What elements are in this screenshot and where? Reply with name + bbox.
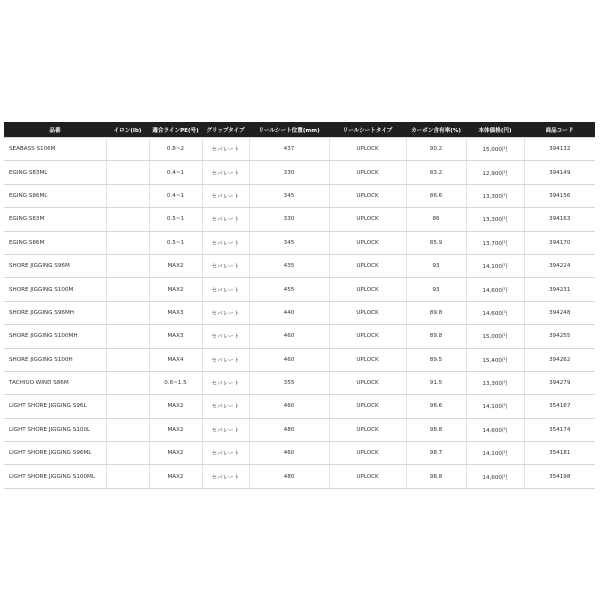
header-product-code: 商品コード	[524, 122, 595, 138]
cell-nylon-lb	[106, 278, 149, 301]
cell-pe-line: 0.8~2	[149, 138, 202, 161]
cell-product-code: 394255	[524, 325, 595, 348]
cell-product-number: EGING S83M	[4, 208, 106, 231]
cell-pe-line: MAX2	[149, 395, 202, 418]
table-row	[4, 278, 595, 301]
cell-reel-seat-position: 480	[249, 418, 329, 441]
cell-reel-seat-type: UPLOCK	[329, 231, 406, 254]
cell-product-code: 394231	[524, 278, 595, 301]
cell-grip-type: セパレート	[202, 231, 249, 254]
cell-reel-seat-type: UPLOCK	[329, 138, 406, 161]
cell-pe-line: MAX2	[149, 465, 202, 488]
table-row	[4, 325, 595, 348]
cell-product-number: EGING S83ML	[4, 161, 106, 184]
cell-price: 15,000円	[466, 325, 524, 348]
cell-reel-seat-position: 480	[249, 465, 329, 488]
cell-nylon-lb	[106, 325, 149, 348]
cell-grip-type: セパレート	[202, 418, 249, 441]
cell-nylon-lb	[106, 465, 149, 488]
cell-reel-seat-type: UPLOCK	[329, 161, 406, 184]
cell-reel-seat-position: 355	[249, 371, 329, 394]
cell-carbon-content: 98.8	[406, 465, 466, 488]
cell-grip-type: セパレート	[202, 371, 249, 394]
cell-reel-seat-type: UPLOCK	[329, 371, 406, 394]
cell-pe-line: MAX2	[149, 418, 202, 441]
cell-nylon-lb	[106, 254, 149, 277]
cell-pe-line: MAX2	[149, 254, 202, 277]
cell-nylon-lb	[106, 208, 149, 231]
cell-carbon-content: 83.2	[406, 161, 466, 184]
cell-product-number: SEABASS S106M	[4, 138, 106, 161]
cell-price: 14,600円	[466, 418, 524, 441]
cell-grip-type: セパレート	[202, 254, 249, 277]
cell-product-number: SHORE JIGGING S100M	[4, 278, 106, 301]
cell-grip-type: セパレート	[202, 442, 249, 465]
cell-carbon-content: 98.6	[406, 395, 466, 418]
cell-price: 13,300円	[466, 184, 524, 207]
cell-product-number: SHORE JIGGING S96M	[4, 254, 106, 277]
cell-nylon-lb	[106, 184, 149, 207]
product-spec-table	[4, 122, 595, 489]
cell-product-number: SHORE JIGGING S100H	[4, 348, 106, 371]
cell-reel-seat-position: 460	[249, 395, 329, 418]
cell-reel-seat-position: 437	[249, 138, 329, 161]
table-header-row	[4, 122, 595, 138]
header-product-number: 品番	[4, 122, 106, 138]
cell-reel-seat-type: UPLOCK	[329, 208, 406, 231]
cell-grip-type: セパレート	[202, 395, 249, 418]
table-body	[4, 138, 595, 489]
table-row	[4, 371, 595, 394]
cell-pe-line: MAX2	[149, 278, 202, 301]
header-reel-seat-type: リールシートタイプ	[329, 122, 406, 138]
cell-pe-line: 0.4~1	[149, 161, 202, 184]
table-row	[4, 442, 595, 465]
cell-price: 14,600円	[466, 278, 524, 301]
cell-carbon-content: 98.7	[406, 442, 466, 465]
cell-reel-seat-position: 460	[249, 442, 329, 465]
cell-product-number: SHORE JIGGING S96MH	[4, 301, 106, 324]
cell-grip-type: セパレート	[202, 208, 249, 231]
cell-reel-seat-type: UPLOCK	[329, 325, 406, 348]
cell-price: 13,300円	[466, 208, 524, 231]
cell-reel-seat-position: 440	[249, 301, 329, 324]
cell-price: 14,100円	[466, 395, 524, 418]
table-row	[4, 184, 595, 207]
cell-grip-type: セパレート	[202, 278, 249, 301]
header-pe-line: 適合ラインPE(号)	[149, 122, 202, 138]
cell-product-number: TACHIUO WIND S86M	[4, 371, 106, 394]
cell-product-code: 394248	[524, 301, 595, 324]
cell-carbon-content: 89.8	[406, 301, 466, 324]
cell-price: 13,700円	[466, 231, 524, 254]
cell-price: 14,600円	[466, 301, 524, 324]
cell-nylon-lb	[106, 231, 149, 254]
cell-reel-seat-type: UPLOCK	[329, 348, 406, 371]
cell-carbon-content: 85.9	[406, 231, 466, 254]
cell-pe-line: MAX3	[149, 301, 202, 324]
cell-carbon-content: 86.6	[406, 184, 466, 207]
cell-nylon-lb	[106, 161, 149, 184]
cell-reel-seat-type: UPLOCK	[329, 465, 406, 488]
cell-pe-line: MAX4	[149, 348, 202, 371]
header-grip-type: グリップタイプ	[202, 122, 249, 138]
cell-nylon-lb	[106, 138, 149, 161]
cell-product-number: EGING S86M	[4, 231, 106, 254]
cell-carbon-content: 89.8	[406, 325, 466, 348]
cell-price: 15,400円	[466, 348, 524, 371]
cell-product-number: SHORE JIGGING S100MH	[4, 325, 106, 348]
cell-carbon-content: 98.8	[406, 418, 466, 441]
table-row	[4, 208, 595, 231]
cell-product-code: 394279	[524, 371, 595, 394]
cell-product-code: 394163	[524, 208, 595, 231]
cell-pe-line: MAX3	[149, 325, 202, 348]
cell-price: 13,300円	[466, 371, 524, 394]
cell-reel-seat-type: UPLOCK	[329, 301, 406, 324]
cell-nylon-lb	[106, 371, 149, 394]
cell-reel-seat-type: UPLOCK	[329, 395, 406, 418]
cell-nylon-lb	[106, 395, 149, 418]
header-carbon-content: カーボン含有率(%)	[406, 122, 466, 138]
cell-reel-seat-position: 330	[249, 161, 329, 184]
cell-price: 12,900円	[466, 161, 524, 184]
cell-grip-type: セパレート	[202, 465, 249, 488]
cell-reel-seat-type: UPLOCK	[329, 278, 406, 301]
cell-product-code: 394170	[524, 231, 595, 254]
table-row	[4, 395, 595, 418]
cell-reel-seat-type: UPLOCK	[329, 184, 406, 207]
header-reel-seat-position: リールシート位置(mm)	[249, 122, 329, 138]
header-price: 本体価格(円)	[466, 122, 524, 138]
cell-grip-type: セパレート	[202, 184, 249, 207]
cell-grip-type: セパレート	[202, 325, 249, 348]
cell-reel-seat-position: 460	[249, 348, 329, 371]
cell-pe-line: MAX2	[149, 442, 202, 465]
cell-product-number: EGING S86ML	[4, 184, 106, 207]
cell-pe-line: 0.5~1	[149, 208, 202, 231]
cell-product-code: 354198	[524, 465, 595, 488]
cell-product-number: LIGHT SHORE JIGGING S96ML	[4, 442, 106, 465]
cell-grip-type: セパレート	[202, 161, 249, 184]
table-row	[4, 254, 595, 277]
cell-carbon-content: 89.5	[406, 348, 466, 371]
cell-carbon-content: 86	[406, 208, 466, 231]
cell-reel-seat-type: UPLOCK	[329, 254, 406, 277]
cell-product-code: 394156	[524, 184, 595, 207]
header-nylon-lb: イロン(lb)	[106, 122, 149, 138]
cell-product-code: 394262	[524, 348, 595, 371]
cell-reel-seat-type: UPLOCK	[329, 442, 406, 465]
cell-pe-line: 0.4~1	[149, 184, 202, 207]
cell-nylon-lb	[106, 348, 149, 371]
cell-price: 14,600円	[466, 465, 524, 488]
cell-nylon-lb	[106, 442, 149, 465]
cell-product-code: 354181	[524, 442, 595, 465]
cell-product-number: LIGHT SHORE JIGGING S96L	[4, 395, 106, 418]
cell-product-code: 354167	[524, 395, 595, 418]
cell-reel-seat-type: UPLOCK	[329, 418, 406, 441]
cell-price: 14,100円	[466, 254, 524, 277]
table-row	[4, 465, 595, 488]
cell-price: 15,000円	[466, 138, 524, 161]
cell-carbon-content: 91.5	[406, 371, 466, 394]
cell-grip-type: セパレート	[202, 348, 249, 371]
cell-product-code: 394149	[524, 161, 595, 184]
cell-pe-line: 0.6~1.5	[149, 371, 202, 394]
cell-grip-type: セパレート	[202, 301, 249, 324]
cell-product-number: LIGHT SHORE JIGGING S100ML	[4, 465, 106, 488]
cell-grip-type: セパレート	[202, 138, 249, 161]
table-row	[4, 418, 595, 441]
table-row	[4, 301, 595, 324]
cell-price: 14,100円	[466, 442, 524, 465]
cell-product-number: LIGHT SHORE JIGGING S100L	[4, 418, 106, 441]
cell-pe-line: 0.5~1	[149, 231, 202, 254]
cell-product-code: 354174	[524, 418, 595, 441]
table-row	[4, 161, 595, 184]
table-row	[4, 348, 595, 371]
cell-reel-seat-position: 435	[249, 254, 329, 277]
cell-carbon-content: 90.2	[406, 138, 466, 161]
cell-carbon-content: 93	[406, 254, 466, 277]
cell-reel-seat-position: 330	[249, 208, 329, 231]
cell-carbon-content: 93	[406, 278, 466, 301]
cell-reel-seat-position: 460	[249, 325, 329, 348]
table-row	[4, 231, 595, 254]
cell-reel-seat-position: 345	[249, 184, 329, 207]
cell-product-code: 394224	[524, 254, 595, 277]
cell-nylon-lb	[106, 301, 149, 324]
cell-nylon-lb	[106, 418, 149, 441]
cell-product-code: 394132	[524, 138, 595, 161]
table-row	[4, 138, 595, 161]
cell-reel-seat-position: 345	[249, 231, 329, 254]
cell-reel-seat-position: 455	[249, 278, 329, 301]
